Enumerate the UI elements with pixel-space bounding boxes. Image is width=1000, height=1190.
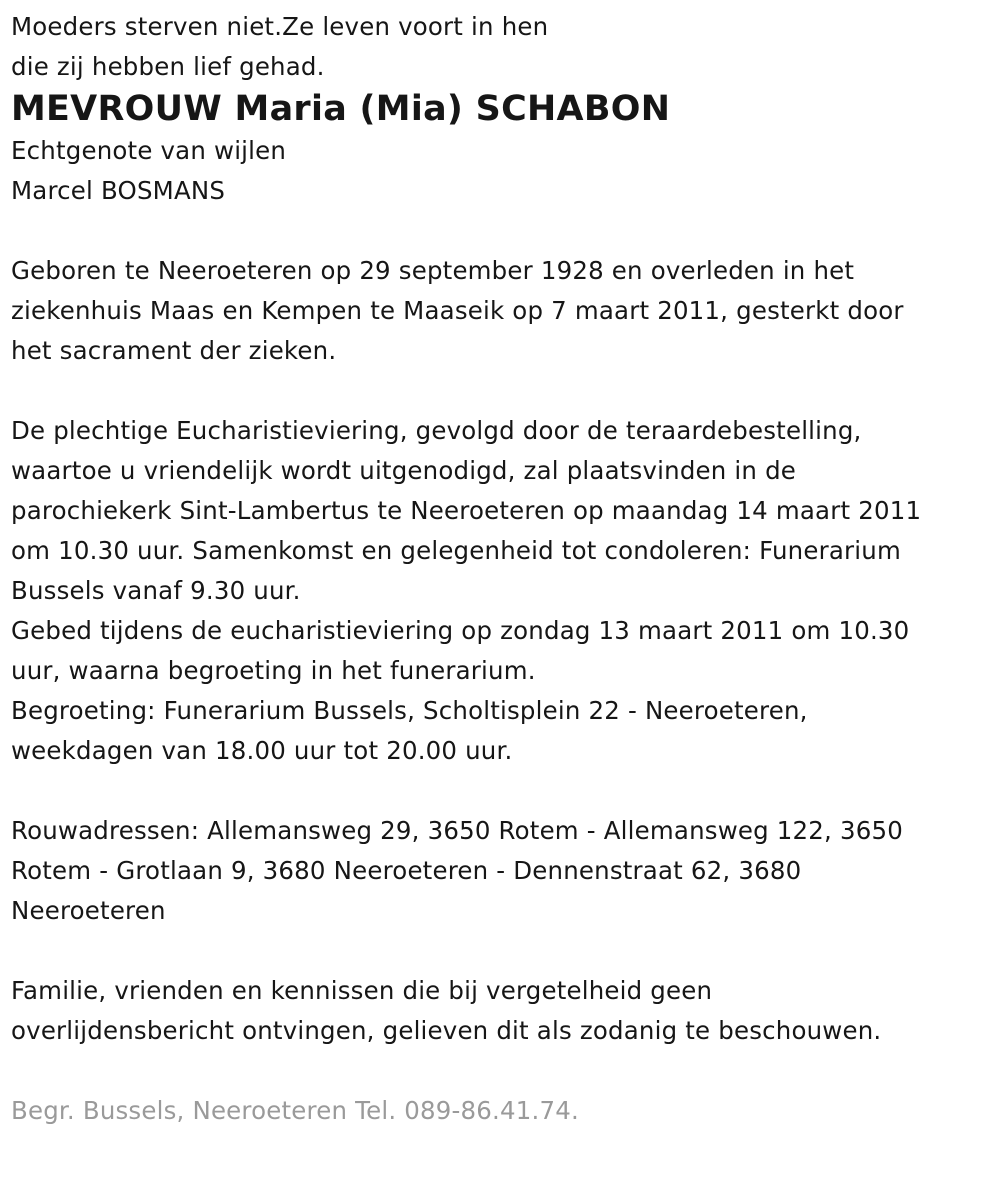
motto-quote	[11, 7, 991, 87]
motto-line: Moeders sterven niet.Ze leven voort in hen	[11, 12, 549, 41]
paragraph-line: Rotem - Grotlaan 9, 3680 Neeroeteren - Dennenstraat 62, 3680	[11, 856, 802, 885]
mourning-addresses	[11, 811, 991, 931]
deceased-name: MEVROUW Maria (Mia) SCHABON	[11, 89, 671, 129]
paragraph-line: Bussels vanaf 9.30 uur.	[11, 576, 301, 605]
obituary-notice	[11, 7, 991, 1131]
paragraph-line: het sacrament der zieken.	[11, 336, 337, 365]
ceremony-paragraph	[11, 411, 991, 771]
paragraph-line: overlijdensbericht ontvingen, gelieven dit als zodanig te beschouwen.	[11, 1016, 882, 1045]
footer-text: Begr. Bussels, Neeroeteren Tel. 089-86.41.74.	[11, 1096, 579, 1125]
paragraph-line: waartoe u vriendelijk wordt uitgenodigd, zal plaatsvinden in de	[11, 456, 797, 485]
motto-line: die zij hebben lief gehad.	[11, 52, 325, 81]
paragraph-line: ziekenhuis Maas en Kempen te Maaseik op 7 maart 2011, gesterkt door	[11, 296, 904, 325]
notice-paragraph	[11, 971, 991, 1051]
paragraph-line: weekdagen van 18.00 uur tot 20.00 uur.	[11, 736, 513, 765]
paragraph-line: parochiekerk Sint-Lambertus te Neeroeteren op maandag 14 maart 2011	[11, 496, 922, 525]
paragraph-line: Neeroeteren	[11, 896, 166, 925]
paragraph-line: Rouwadressen: Allemansweg 29, 3650 Rotem - Allemansweg 122, 3650	[11, 816, 903, 845]
paragraph-line: De plechtige Eucharistieviering, gevolgd door de teraardebestelling,	[11, 416, 862, 445]
paragraph-line: uur, waarna begroeting in het funerarium.	[11, 656, 536, 685]
relation-line: Echtgenote van wijlen	[11, 136, 287, 165]
paragraph-line: Gebed tijdens de eucharistieviering op zondag 13 maart 2011 om 10.30	[11, 616, 910, 645]
paragraph-line: Familie, vrienden en kennissen die bij vergetelheid geen	[11, 976, 713, 1005]
birth-death-paragraph	[11, 251, 991, 371]
funeral-home-footer	[11, 1091, 991, 1131]
paragraph-line: Begroeting: Funerarium Bussels, Scholtisplein 22 - Neeroeteren,	[11, 696, 808, 725]
paragraph-line: Geboren te Neeroeteren op 29 september 1928 en overleden in het	[11, 256, 855, 285]
spouse-relation	[11, 131, 991, 211]
relation-line: Marcel BOSMANS	[11, 176, 226, 205]
paragraph-line: om 10.30 uur. Samenkomst en gelegenheid tot condoleren: Funerarium	[11, 536, 901, 565]
